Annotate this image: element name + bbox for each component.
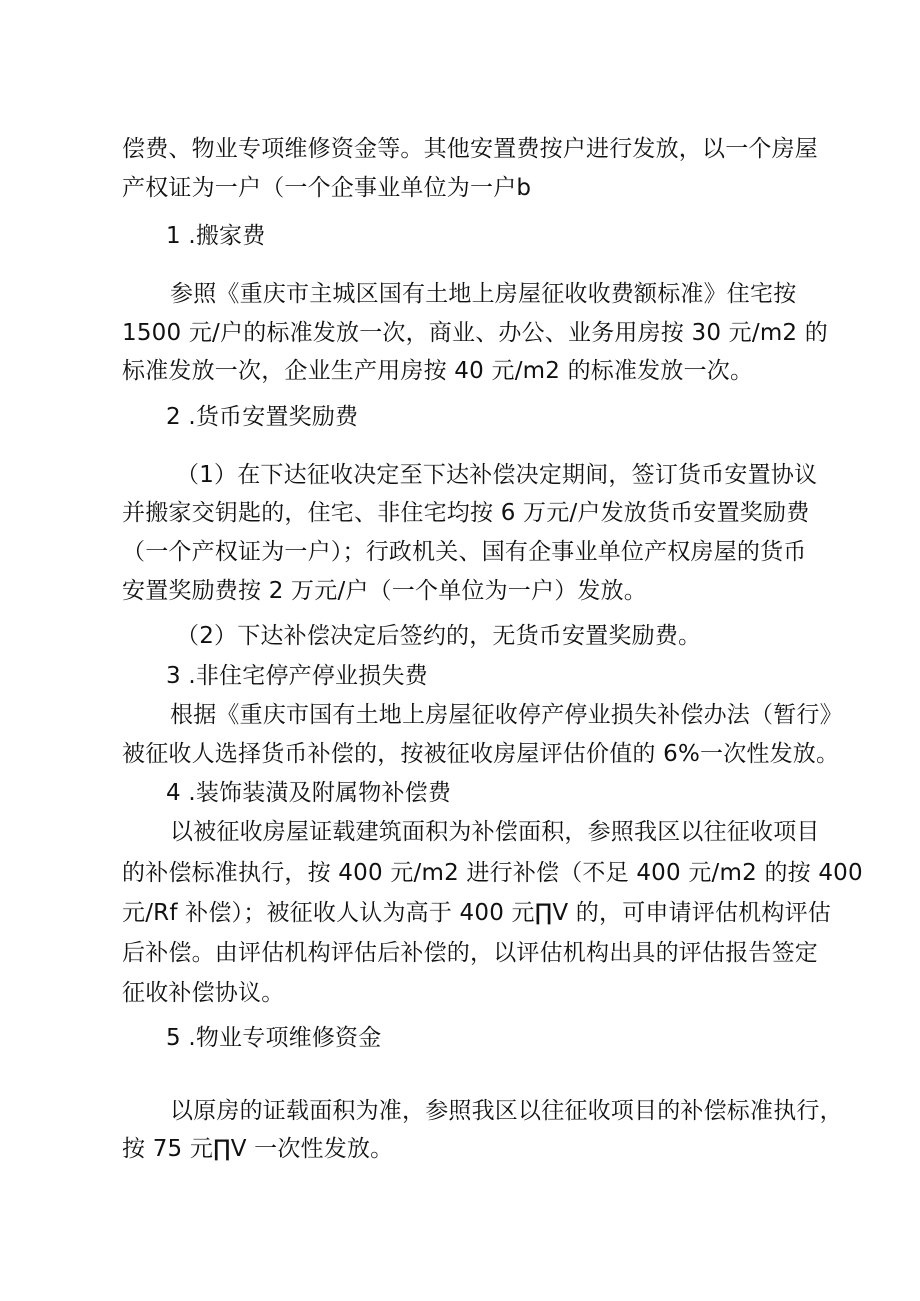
- paragraph-line: 1500 元/户的标准发放一次，商业、办公、业务用房按 30 元/m2 的: [122, 320, 828, 346]
- paragraph-line: （一个产权证为一户）；行政机关、国有企事业单位产权房屋的货币: [122, 539, 807, 565]
- paragraph-line: 安置奖励费按 2 万元/户（一个单位为一户）发放。: [122, 578, 648, 604]
- section-heading-business-loss: 3 .非住宅停产停业损失费: [166, 663, 428, 689]
- paragraph-line: 产权证为一户（一个企事业单位为一户b: [122, 175, 532, 201]
- section-heading-maintenance-fund: 5 .物业专项维修资金: [166, 1025, 382, 1051]
- paragraph-line: （2）下达补偿决定后签约的，无货币安置奖励费。: [176, 623, 702, 649]
- paragraph-line: 按 75 元∏V 一次性发放。: [122, 1136, 394, 1162]
- paragraph-line: 征收补偿协议。: [122, 980, 285, 1006]
- paragraph-line: 标准发放一次，企业生产用房按 40 元/m2 的标准发放一次。: [122, 358, 754, 384]
- paragraph-line: 的补偿标准执行，按 400 元/m2 进行补偿（不足 400 元/m2 的按 400: [122, 860, 863, 886]
- section-heading-moving-fee: 1 .搬家费: [166, 223, 266, 249]
- paragraph-line: 偿费、物业专项维修资金等。其他安置费按户进行发放，以一个房屋: [122, 136, 818, 162]
- paragraph-line: 后补偿。由评估机构评估后补偿的，以评估机构出具的评估报告签定: [122, 940, 818, 966]
- paragraph-line: 并搬家交钥匙的，住宅、非住宅均按 6 万元/户发放货币安置奖励费: [122, 500, 810, 526]
- paragraph-line: 以原房的证载面积为准，参照我区以往征收项目的补偿标准执行，: [170, 1098, 843, 1124]
- section-heading-decoration: 4 .装饰装潢及附属物补偿费: [166, 780, 452, 806]
- paragraph-line: 被征收人选择货币补偿的，按被征收房屋评估价值的 6%一次性发放。: [122, 741, 840, 767]
- paragraph-line: 根据《重庆市国有土地上房屋征收停产停业损失补偿办法（暂行》: [170, 702, 843, 728]
- section-heading-monetary-reward: 2 .货币安置奖励费: [166, 404, 359, 430]
- paragraph-line: （1）在下达征收决定至下达补偿决定期间，签订货币安置协议: [176, 462, 818, 488]
- paragraph-line: 元/Rf 补偿）；被征收人认为高于 400 元∏V 的，可申请评估机构评估: [122, 900, 832, 926]
- paragraph-line: 以被征收房屋证载建筑面积为补偿面积，参照我区以往征收项目: [170, 819, 820, 845]
- paragraph-line: 参照《重庆市主城区国有土地上房屋征收收费额标准》住宅按: [170, 281, 797, 307]
